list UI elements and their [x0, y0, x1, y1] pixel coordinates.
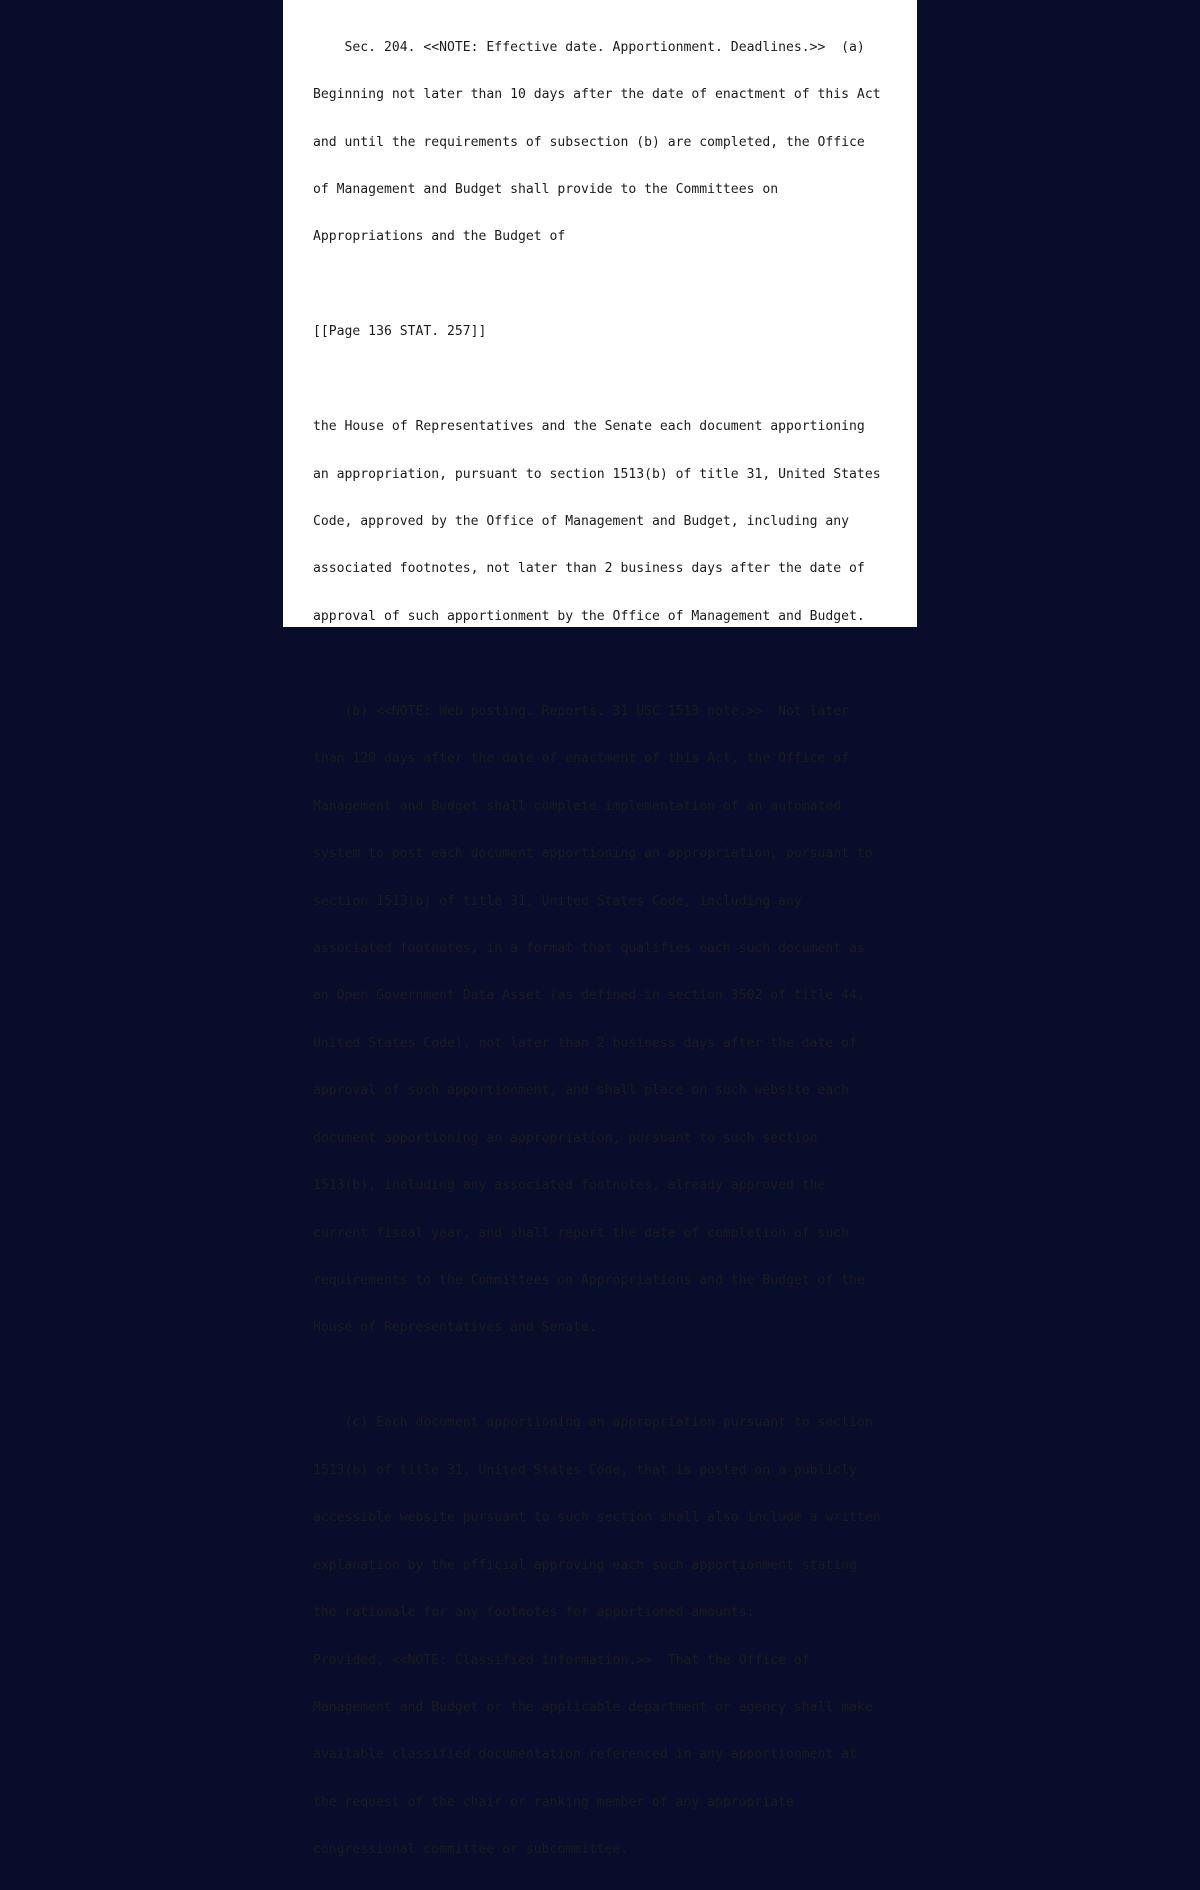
- proviso-line: Provided, <<NOTE: Classified information.>> That the Office of: [313, 1652, 810, 1668]
- text-line: Management and Budget shall complete implementation of an automated: [313, 798, 842, 814]
- text-line: House of Representatives and Senate.: [313, 1320, 597, 1336]
- text-line: explanation by the official approving each such apportionment stating: [313, 1557, 857, 1573]
- text-line: requirements to the Committees on Appropriations and the Budget of the: [313, 1273, 865, 1288]
- text-line: Appropriations and the Budget of: [313, 229, 566, 245]
- text-line: the request of the chair or ranking member of any appropriate: [313, 1794, 794, 1810]
- text-line: system to post each document apportioning an appropriation, pursuant to: [313, 846, 873, 862]
- blank-line: [313, 656, 881, 672]
- document-page: [283, 0, 917, 1858]
- text-line: available classified documentation referenced in any apportionment at: [313, 1747, 857, 1763]
- text-line: of Management and Budget shall provide to the Committees on: [313, 181, 779, 197]
- text-line: approval of such apportionment, and shall place on such website each: [313, 1083, 850, 1099]
- statute-text: [313, 8, 881, 1890]
- blank-line: [313, 1368, 881, 1384]
- subsection-b-heading: (b) <<NOTE: Web posting. Reports. 31 USC 1513 note.>> Not later: [313, 703, 850, 719]
- text-line: Code, approved by the Office of Management and Budget, including any: [313, 514, 850, 529]
- text-line: current fiscal year, and shall report the date of completion of such: [313, 1225, 850, 1241]
- page-marker: [[Page 136 STAT. 257]]: [313, 324, 487, 340]
- text-line: an Open Government Data Asset (as defined in section 3502 of title 44,: [313, 988, 865, 1004]
- text-line: associated footnotes, in a format that qualifies each such document as: [313, 940, 865, 956]
- text-line: Management and Budget or the applicable department or agency shall make: [313, 1699, 873, 1715]
- text-line: the rationale for any footnotes for apportioned amounts:: [313, 1605, 755, 1621]
- text-line: 1513(b) of title 31, United States Code, that is posted on a publicly: [313, 1462, 857, 1478]
- text-line: associated footnotes, not later than 2 business days after the date of: [313, 561, 865, 577]
- text-line: 1513(b), including any associated footnotes, already approved the: [313, 1178, 826, 1194]
- blank-line: [313, 277, 881, 293]
- text-line: approval of such apportionment by the Office of Management and Budget.: [313, 608, 865, 624]
- text-line: than 120 days after the date of enactment of this Act, the Office of: [313, 751, 850, 767]
- text-line: document apportioning an appropriation, pursuant to such section: [313, 1130, 818, 1146]
- text-line: accessible website pursuant to such section shall also include a written: [313, 1510, 881, 1526]
- subsection-c-heading: (c) Each document apportioning an appropriation pursuant to section: [313, 1415, 873, 1431]
- text-line: an appropriation, pursuant to section 1513(b) of title 31, United States: [313, 466, 881, 482]
- text-line: section 1513(b) of title 31, United States Code, including any: [313, 893, 802, 909]
- section-204-heading: Sec. 204. <<NOTE: Effective date. Apportionment. Deadlines.>> (a): [313, 39, 865, 55]
- blank-line: [313, 372, 881, 388]
- text-line: and until the requirements of subsection (b) are completed, the Office: [313, 134, 865, 150]
- text-line: the House of Representatives and the Senate each document apportioning: [313, 419, 865, 435]
- text-line: Beginning not later than 10 days after the date of enactment of this Act: [313, 87, 881, 103]
- text-line: United States Code), not later than 2 business days after the date of: [313, 1035, 857, 1051]
- text-line: congressional committee or subcommittee.: [313, 1842, 629, 1858]
